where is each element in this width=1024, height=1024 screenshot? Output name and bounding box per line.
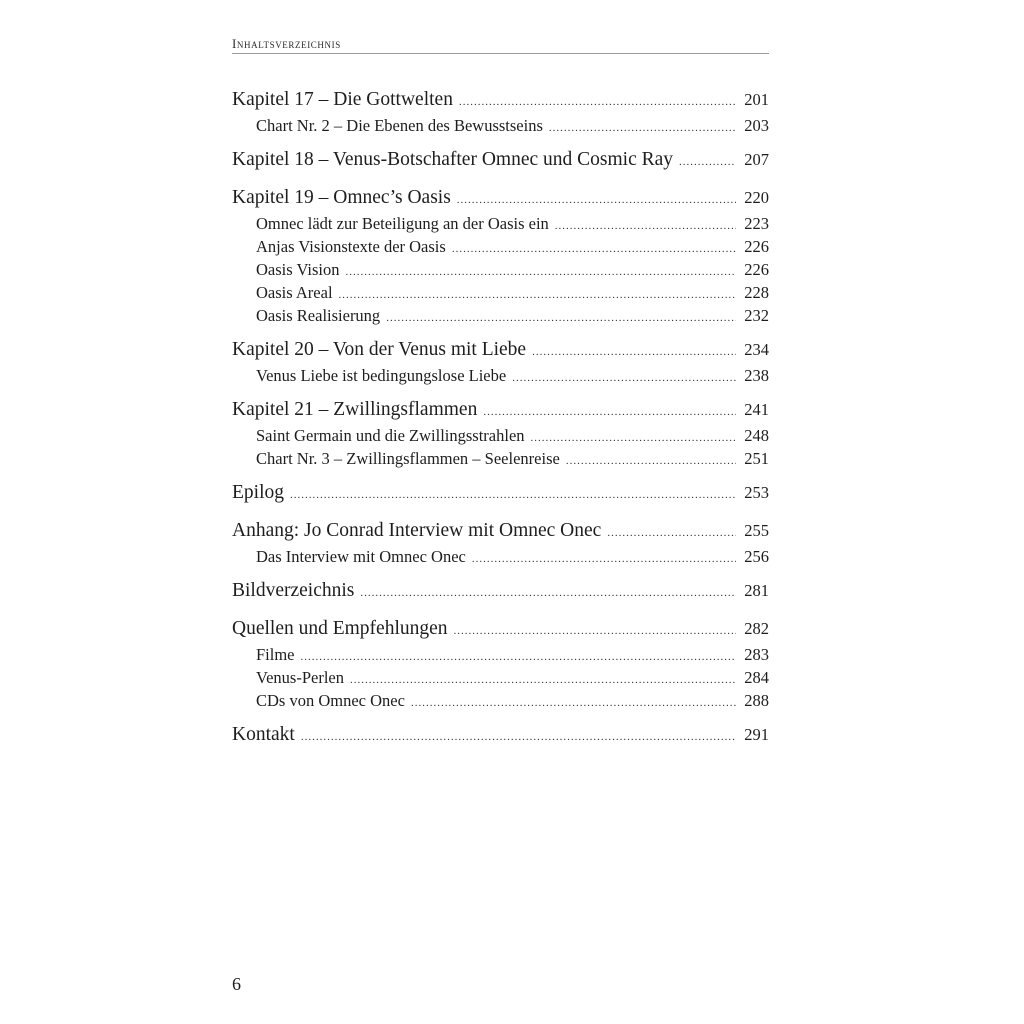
toc-entry-title: Kontakt xyxy=(232,724,295,745)
toc-entry-chapter xyxy=(232,187,769,209)
dot-leader xyxy=(339,289,737,301)
dot-leader xyxy=(360,587,736,599)
toc-entry-section xyxy=(232,645,769,665)
dot-leader xyxy=(566,455,736,467)
dot-leader xyxy=(483,406,736,418)
toc-entry-chapter xyxy=(232,520,769,542)
toc-entry-section xyxy=(232,547,769,567)
dot-leader xyxy=(452,243,736,255)
dot-leader xyxy=(512,372,736,384)
toc-entry-title: Filme xyxy=(256,645,295,664)
toc-entry-page: 241 xyxy=(744,400,769,419)
toc-entry-page: 248 xyxy=(744,426,769,445)
dot-leader xyxy=(454,625,737,637)
toc-entry-page: 284 xyxy=(744,668,769,687)
toc-entry-page: 281 xyxy=(744,581,769,600)
toc-entry-page: 238 xyxy=(744,366,769,385)
toc-entry-page: 288 xyxy=(744,691,769,710)
toc-entry-page: 201 xyxy=(744,90,769,109)
toc-entry-section xyxy=(232,306,769,326)
toc-entry-section xyxy=(232,237,769,257)
toc-entry-page: 283 xyxy=(744,645,769,664)
toc-entry-chapter xyxy=(232,89,769,111)
toc-entry-page: 226 xyxy=(744,237,769,256)
toc-entry-page: 234 xyxy=(744,340,769,359)
page-number: 6 xyxy=(232,974,241,994)
dot-leader xyxy=(607,527,736,539)
toc-entry-title: Kapitel 21 – Zwillingsflammen xyxy=(232,399,478,420)
toc-entry-section xyxy=(232,449,769,469)
dot-leader xyxy=(346,266,737,278)
toc-entry-page: 228 xyxy=(744,283,769,302)
toc-entry-section xyxy=(232,366,769,386)
toc-entry-page: 223 xyxy=(744,214,769,233)
toc-entry-section xyxy=(232,691,769,711)
dot-leader xyxy=(301,651,737,663)
toc-entry-chapter xyxy=(232,149,769,171)
toc-entry-chapter xyxy=(232,580,769,602)
toc-entry-chapter xyxy=(232,724,769,746)
toc-entry-chapter xyxy=(232,399,769,421)
toc-entry-page: 251 xyxy=(744,449,769,468)
toc-entry-chapter xyxy=(232,339,769,361)
toc-entry-title: Kapitel 19 – Omnec’s Oasis xyxy=(232,187,451,208)
toc-entry-page: 220 xyxy=(744,188,769,207)
toc-entry-title: Kapitel 18 – Venus-Botschafter Omnec und Cosmic Ray xyxy=(232,149,674,170)
dot-leader xyxy=(472,553,736,565)
dot-leader xyxy=(679,156,736,168)
toc-entry-title: Anhang: Jo Conrad Interview mit Omnec Onec xyxy=(232,520,602,541)
toc-entry-title: Oasis Areal xyxy=(256,283,333,302)
toc-entry-page: 255 xyxy=(744,521,769,540)
toc-entry-page: 226 xyxy=(744,260,769,279)
toc-entry-page: 291 xyxy=(744,725,769,744)
toc-entry-title: Kapitel 17 – Die Gottwelten xyxy=(232,89,453,110)
toc-entry-page: 282 xyxy=(744,619,769,638)
toc-entry-page: 232 xyxy=(744,306,769,325)
toc-entry-title: Bildverzeichnis xyxy=(232,580,355,601)
toc-entry-section xyxy=(232,214,769,234)
toc-entry-chapter xyxy=(232,482,769,504)
toc-entry-page: 207 xyxy=(744,150,769,169)
dot-leader xyxy=(555,220,736,232)
dot-leader xyxy=(549,122,736,134)
toc-entry-title: Omnec lädt zur Beteiligung an der Oasis ein xyxy=(256,214,549,233)
toc-entry-title: Chart Nr. 2 – Die Ebenen des Bewusstseins xyxy=(256,116,543,135)
dot-leader xyxy=(532,346,736,358)
toc-entry-section xyxy=(232,260,769,280)
toc-entry-title: Anjas Visionstexte der Oasis xyxy=(256,237,446,256)
dot-leader xyxy=(459,96,736,108)
toc-entry-title: Venus Liebe ist bedingungslose Liebe xyxy=(256,366,507,385)
toc-entry-title: Epilog xyxy=(232,482,284,503)
toc-entry-title: Oasis Realisierung xyxy=(256,306,381,325)
running-head: Inhaltsverzeichnis xyxy=(232,36,341,51)
toc-entry-section xyxy=(232,116,769,136)
toc-entry-section xyxy=(232,283,769,303)
toc-entry-chapter xyxy=(232,618,769,640)
toc-entry-title: Chart Nr. 3 – Zwillingsflammen – Seelenreise xyxy=(256,449,560,468)
toc-entry-title: Das Interview mit Omnec Onec xyxy=(256,547,466,566)
dot-leader xyxy=(386,312,736,324)
toc-entry-page: 256 xyxy=(744,547,769,566)
toc-entry-page: 203 xyxy=(744,116,769,135)
toc-entry-title: Quellen und Empfehlungen xyxy=(232,618,448,639)
toc-entry-title: CDs von Omnec Onec xyxy=(256,691,405,710)
toc-entry-section xyxy=(232,426,769,446)
dot-leader xyxy=(290,489,736,501)
toc-entry-title: Oasis Vision xyxy=(256,260,340,279)
dot-leader xyxy=(350,674,736,686)
dot-leader xyxy=(411,697,736,709)
toc-entry-page: 253 xyxy=(744,483,769,502)
toc-entry-title: Kapitel 20 – Von der Venus mit Liebe xyxy=(232,339,527,360)
dot-leader xyxy=(301,731,736,743)
toc-entry-section xyxy=(232,668,769,688)
toc-entry-title: Saint Germain und die Zwillingsstrahlen xyxy=(256,426,525,445)
running-head-rule xyxy=(232,53,769,54)
dot-leader xyxy=(457,194,736,206)
toc-entry-title: Venus-Perlen xyxy=(256,668,344,687)
dot-leader xyxy=(531,432,737,444)
